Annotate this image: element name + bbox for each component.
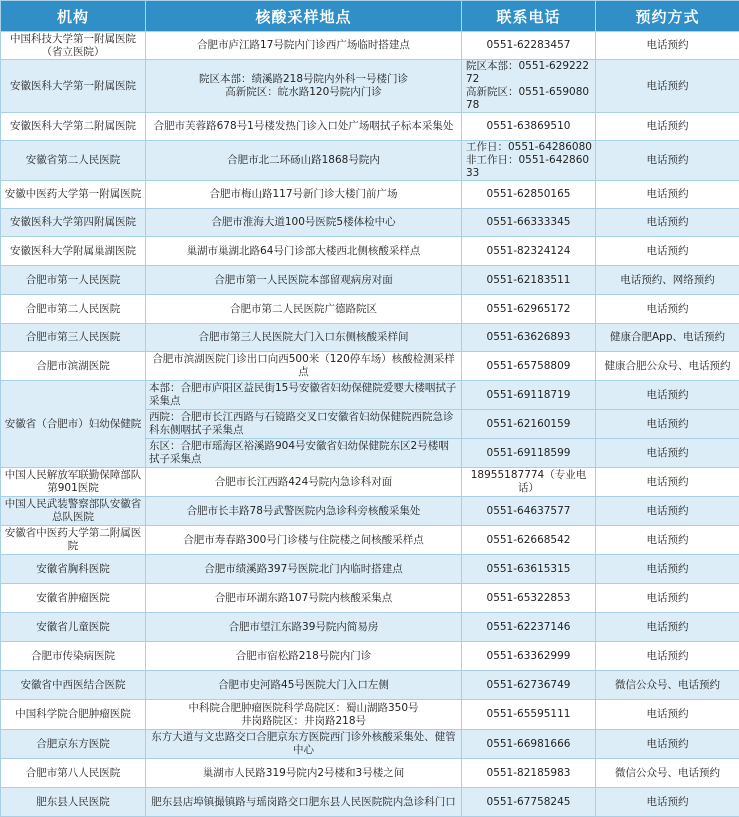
address-cell: 合肥市第二人民医院广德路院区 bbox=[146, 295, 462, 324]
org-cell: 中国人民武装警察部队安徽省总队医院 bbox=[1, 497, 146, 526]
address-cell bbox=[146, 700, 462, 730]
phone-line: 院区本部：0551-62922272 高新院区：0551-65908078 bbox=[466, 60, 589, 111]
method-cell: 电话预约 bbox=[596, 410, 739, 439]
org-cell: 中国科学院合肥肿瘤医院 bbox=[1, 700, 146, 730]
org-cell: 安徽医科大学附属巢湖医院 bbox=[1, 237, 146, 266]
address-line: 院区本部：绩溪路218号院内外科一号楼门诊 高新院区：皖水路120号院内门诊 bbox=[199, 73, 408, 98]
phone-cell: 0551-63362999 bbox=[462, 642, 596, 671]
table-row bbox=[1, 324, 739, 352]
org-cell: 安徽医科大学第四附属医院 bbox=[1, 209, 146, 237]
table-row bbox=[1, 700, 739, 730]
method-cell: 电话预约 bbox=[596, 381, 739, 410]
address-cell: 合肥市史河路45号医院大门入口左侧 bbox=[146, 671, 462, 700]
method-cell: 电话预约 bbox=[596, 141, 739, 181]
table-row bbox=[1, 60, 739, 113]
phone-cell: 0551-82185983 bbox=[462, 759, 596, 788]
address-cell bbox=[146, 60, 462, 113]
method-cell: 电话预约 bbox=[596, 32, 739, 60]
method-cell: 电话预约 bbox=[596, 439, 739, 468]
phone-cell: 0551-69118719 bbox=[462, 381, 596, 410]
table-row bbox=[1, 32, 739, 60]
method-cell: 电话预约 bbox=[596, 237, 739, 266]
method-cell: 电话预约 bbox=[596, 700, 739, 730]
phone-cell bbox=[462, 141, 596, 181]
table-row bbox=[1, 352, 739, 381]
org-cell: 合肥市传染病医院 bbox=[1, 642, 146, 671]
phone-cell: 0551-62668542 bbox=[462, 526, 596, 555]
table-row bbox=[1, 266, 739, 295]
phone-cell: 0551-69118599 bbox=[462, 439, 596, 468]
address-cell: 合肥市梅山路117号新门诊大楼门前广场 bbox=[146, 181, 462, 209]
method-cell: 电话预约 bbox=[596, 788, 739, 817]
method-cell: 电话预约 bbox=[596, 209, 739, 237]
method-cell: 电话预约、网络预约 bbox=[596, 266, 739, 295]
method-cell: 电话预约 bbox=[596, 468, 739, 497]
header-address: 核酸采样地点 bbox=[146, 1, 462, 32]
org-cell: 肥东县人民医院 bbox=[1, 788, 146, 817]
method-cell: 电话预约 bbox=[596, 113, 739, 141]
phone-cell: 0551-65595111 bbox=[462, 700, 596, 730]
table-row bbox=[1, 181, 739, 209]
address-cell: 合肥市第一人民医院本部留观病房对面 bbox=[146, 266, 462, 295]
table-row bbox=[1, 141, 739, 181]
header-method: 预约方式 bbox=[596, 1, 739, 32]
address-cell: 合肥市淮海大道100号医院5楼体检中心 bbox=[146, 209, 462, 237]
method-cell: 电话预约 bbox=[596, 642, 739, 671]
org-cell: 安徽省儿童医院 bbox=[1, 613, 146, 642]
phone-cell: 0551-65758809 bbox=[462, 352, 596, 381]
table-row bbox=[1, 497, 739, 526]
method-cell: 电话预约 bbox=[596, 526, 739, 555]
phone-cell: 0551-62850165 bbox=[462, 181, 596, 209]
org-cell: 安徽省中医药大学第二附属医院 bbox=[1, 526, 146, 555]
method-cell: 电话预约 bbox=[596, 555, 739, 584]
address-cell: 东区：合肥市瑶海区裕溪路904号安徽省妇幼保健院东区2号楼咽拭子采集点 bbox=[146, 439, 462, 468]
method-cell: 电话预约 bbox=[596, 497, 739, 526]
phone-cell: 0551-66981666 bbox=[462, 730, 596, 759]
table-row bbox=[1, 526, 739, 555]
address-cell: 合肥市长江西路424号院内急诊科对面 bbox=[146, 468, 462, 497]
method-cell: 电话预约 bbox=[596, 60, 739, 113]
phone-cell: 0551-62183511 bbox=[462, 266, 596, 295]
method-cell: 健康合肥App、电话预约 bbox=[596, 324, 739, 352]
table-row bbox=[1, 555, 739, 584]
phone-cell: 0551-82324124 bbox=[462, 237, 596, 266]
org-cell: 中国人民解放军联勤保障部队第901医院 bbox=[1, 468, 146, 497]
address-cell: 合肥市第三人民医院大门入口东侧核酸采样间 bbox=[146, 324, 462, 352]
org-cell: 安徽省第二人民医院 bbox=[1, 141, 146, 181]
address-cell: 合肥市长丰路78号武警医院内急诊科旁核酸采集处 bbox=[146, 497, 462, 526]
address-cell: 合肥市绩溪路397号医院北门内临时搭建点 bbox=[146, 555, 462, 584]
table-row bbox=[1, 295, 739, 324]
address-line: 中科院合肥肿瘤医院科学岛院区：蜀山湖路350号 井岗路院区：井岗路218号 bbox=[188, 702, 418, 727]
header-phone: 联系电话 bbox=[462, 1, 596, 32]
phone-line: 工作日：0551-64286080 非工作日：0551-64286033 bbox=[466, 141, 592, 179]
phone-cell: 0551-63626893 bbox=[462, 324, 596, 352]
method-cell: 电话预约 bbox=[596, 295, 739, 324]
org-cell: 安徽省肿瘤医院 bbox=[1, 584, 146, 613]
phone-cell: 0551-63615315 bbox=[462, 555, 596, 584]
header-org: 机构 bbox=[1, 1, 146, 32]
table-row bbox=[1, 584, 739, 613]
org-cell: 安徽省（合肥市）妇幼保健院 bbox=[1, 381, 146, 468]
table-row bbox=[1, 613, 739, 642]
phone-cell: 0551-62160159 bbox=[462, 410, 596, 439]
phone-cell: 0551-62237146 bbox=[462, 613, 596, 642]
org-cell: 安徽医科大学第一附属医院 bbox=[1, 60, 146, 113]
org-cell: 安徽省中西医结合医院 bbox=[1, 671, 146, 700]
phone-cell: 0551-62736749 bbox=[462, 671, 596, 700]
org-cell: 合肥京东方医院 bbox=[1, 730, 146, 759]
org-cell: 合肥市第二人民医院 bbox=[1, 295, 146, 324]
method-cell: 微信公众号、电话预约 bbox=[596, 671, 739, 700]
org-cell: 合肥市第三人民医院 bbox=[1, 324, 146, 352]
phone-cell: 0551-62965172 bbox=[462, 295, 596, 324]
table-row bbox=[1, 730, 739, 759]
org-cell: 中国科技大学第一附属医院（省立医院） bbox=[1, 32, 146, 60]
address-cell: 合肥市芙蓉路678号1号楼发热门诊入口处广场咽拭子标本采集处 bbox=[146, 113, 462, 141]
address-cell: 合肥市宿松路218号院内门诊 bbox=[146, 642, 462, 671]
phone-cell: 0551-62283457 bbox=[462, 32, 596, 60]
method-cell: 电话预约 bbox=[596, 613, 739, 642]
method-cell: 电话预约 bbox=[596, 730, 739, 759]
address-cell: 东方大道与文忠路交口合肥京东方医院西门诊外核酸采集处、健管中心 bbox=[146, 730, 462, 759]
org-cell: 安徽中医药大学第一附属医院 bbox=[1, 181, 146, 209]
address-cell: 本部：合肥市庐阳区益民街15号安徽省妇幼保健院爱婴大楼咽拭子采集点 bbox=[146, 381, 462, 410]
table-row bbox=[1, 113, 739, 141]
address-cell: 合肥市北二环砀山路1868号院内 bbox=[146, 141, 462, 181]
phone-cell: 0551-64637577 bbox=[462, 497, 596, 526]
method-cell: 电话预约 bbox=[596, 584, 739, 613]
phone-cell: 0551-67758245 bbox=[462, 788, 596, 817]
table-row bbox=[1, 788, 739, 817]
method-cell: 电话预约 bbox=[596, 181, 739, 209]
org-cell: 安徽省胸科医院 bbox=[1, 555, 146, 584]
org-cell: 安徽医科大学第二附属医院 bbox=[1, 113, 146, 141]
address-cell: 合肥市寿春路300号门诊楼与住院楼之间核酸采样点 bbox=[146, 526, 462, 555]
phone-cell: 0551-65322853 bbox=[462, 584, 596, 613]
table-row bbox=[1, 759, 739, 788]
org-cell: 合肥市滨湖医院 bbox=[1, 352, 146, 381]
table-row bbox=[1, 468, 739, 497]
header-row bbox=[1, 1, 739, 32]
address-cell: 西院：合肥市长江西路与石镜路交叉口安徽省妇幼保健院西院急诊科东侧咽拭子采集点 bbox=[146, 410, 462, 439]
table-row bbox=[1, 209, 739, 237]
phone-cell: 0551-66333345 bbox=[462, 209, 596, 237]
method-cell: 健康合肥公众号、电话预约 bbox=[596, 352, 739, 381]
address-cell: 肥东县店埠镇撮镇路与瑶岗路交口肥东县人民医院院内急诊科门口 bbox=[146, 788, 462, 817]
table-row bbox=[1, 671, 739, 700]
address-cell: 合肥市环湖东路107号院内核酸采集点 bbox=[146, 584, 462, 613]
method-cell: 微信公众号、电话预约 bbox=[596, 759, 739, 788]
address-cell: 巢湖市人民路319号院内2号楼和3号楼之间 bbox=[146, 759, 462, 788]
table-row bbox=[1, 642, 739, 671]
org-cell: 合肥市第八人民医院 bbox=[1, 759, 146, 788]
org-cell: 合肥市第一人民医院 bbox=[1, 266, 146, 295]
phone-cell: 0551-63869510 bbox=[462, 113, 596, 141]
address-cell: 巢湖市巢湖北路64号门诊部大楼西北侧核酸采样点 bbox=[146, 237, 462, 266]
phone-cell: 18955187774（专业电话） bbox=[462, 468, 596, 497]
table-row bbox=[1, 237, 739, 266]
address-cell: 合肥市望江东路39号院内简易房 bbox=[146, 613, 462, 642]
address-cell: 合肥市滨湖医院门诊出口向西500米（120停车场）核酸检测采样点 bbox=[146, 352, 462, 381]
table-row bbox=[1, 381, 739, 410]
phone-cell bbox=[462, 60, 596, 113]
address-cell: 合肥市庐江路17号院内门诊西广场临时搭建点 bbox=[146, 32, 462, 60]
